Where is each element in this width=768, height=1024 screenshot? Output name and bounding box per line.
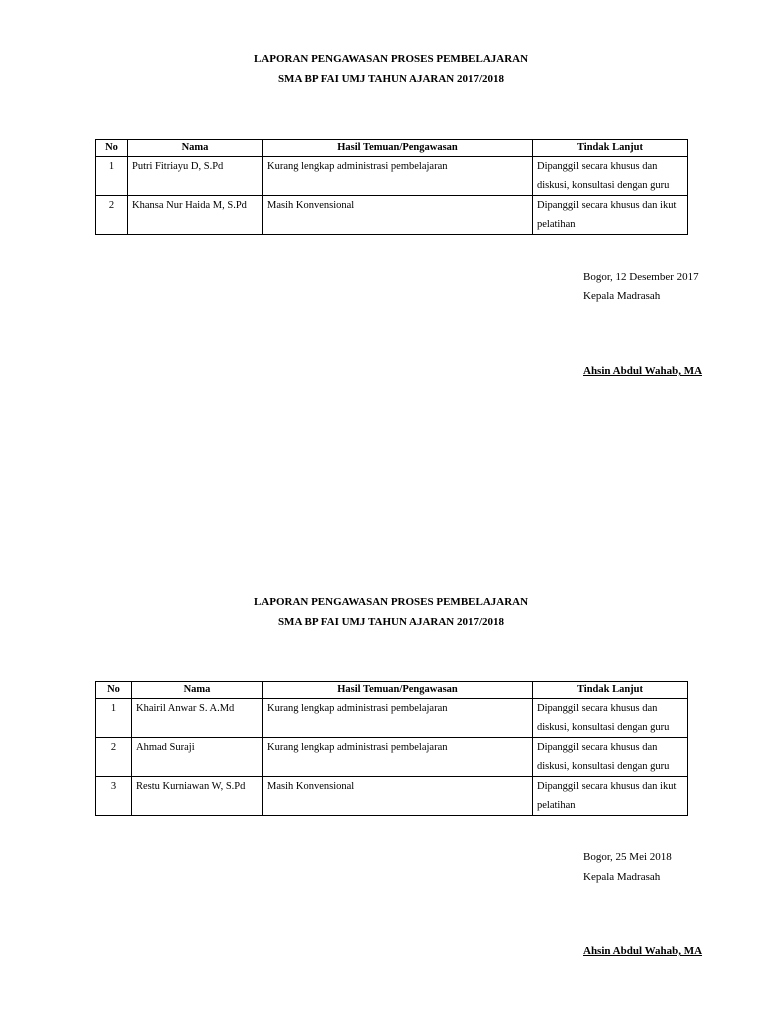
report-1-position: Kepala Madrasah <box>583 290 661 302</box>
cell-tindak: Dipanggil secara khusus dan ikut pelatihan <box>533 196 688 235</box>
report-1-title: LAPORAN PENGAWASAN PROSES PEMBELAJARAN <box>253 53 529 65</box>
table-row <box>96 738 688 777</box>
table-row <box>96 777 688 816</box>
table-header-row <box>96 140 688 157</box>
report-1-subtitle: SMA BP FAI UMJ TAHUN AJARAN 2017/2018 <box>277 73 505 85</box>
report-2-title: LAPORAN PENGAWASAN PROSES PEMBELAJARAN <box>253 596 529 608</box>
table-row <box>96 699 688 738</box>
cell-nama: Ahmad Suraji <box>132 738 263 777</box>
cell-hasil: Masih Konvensional <box>263 777 533 816</box>
report-1-place-date: Bogor, 12 Desember 2017 <box>583 271 699 283</box>
cell-tindak: Dipanggil secara khusus dan ikut pelatihan <box>533 777 688 816</box>
column-header-nama: Nama <box>128 140 263 157</box>
column-header-no: No <box>96 682 132 699</box>
cell-nama: Khairil Anwar S. A.Md <box>132 699 263 738</box>
cell-tindak: Dipanggil secara khusus dan diskusi, konsultasi dengan guru <box>533 157 688 196</box>
cell-hasil: Kurang lengkap administrasi pembelajaran <box>263 738 533 777</box>
column-header-no: No <box>96 140 128 157</box>
column-header-nama: Nama <box>132 682 263 699</box>
report-2-signer-name: Ahsin Abdul Wahab, MA <box>583 945 703 957</box>
table-header-row <box>96 682 688 699</box>
report-2-place-date: Bogor, 25 Mei 2018 <box>583 851 672 863</box>
report-2-position: Kepala Madrasah <box>583 871 661 883</box>
cell-tindak: Dipanggil secara khusus dan diskusi, konsultasi dengan guru <box>533 738 688 777</box>
column-header-tindak: Tindak Lanjut <box>533 140 688 157</box>
report-1-signer-name: Ahsin Abdul Wahab, MA <box>583 365 703 377</box>
report-1-table <box>95 139 688 235</box>
cell-no: 1 <box>96 157 128 196</box>
cell-hasil: Kurang lengkap administrasi pembelajaran <box>263 699 533 738</box>
cell-no: 3 <box>96 777 132 816</box>
cell-no: 1 <box>96 699 132 738</box>
cell-nama: Restu Kurniawan W, S.Pd <box>132 777 263 816</box>
table-row <box>96 157 688 196</box>
column-header-hasil: Hasil Temuan/Pengawasan <box>263 682 533 699</box>
cell-nama: Putri Fitriayu D, S.Pd <box>128 157 263 196</box>
column-header-tindak: Tindak Lanjut <box>533 682 688 699</box>
cell-nama: Khansa Nur Haida M, S.Pd <box>128 196 263 235</box>
table-row <box>96 196 688 235</box>
cell-tindak: Dipanggil secara khusus dan diskusi, konsultasi dengan guru <box>533 699 688 738</box>
cell-hasil: Kurang lengkap administrasi pembelajaran <box>263 157 533 196</box>
cell-no: 2 <box>96 196 128 235</box>
report-2-table <box>95 681 688 816</box>
report-2-subtitle: SMA BP FAI UMJ TAHUN AJARAN 2017/2018 <box>277 616 505 628</box>
cell-hasil: Masih Konvensional <box>263 196 533 235</box>
cell-no: 2 <box>96 738 132 777</box>
column-header-hasil: Hasil Temuan/Pengawasan <box>263 140 533 157</box>
